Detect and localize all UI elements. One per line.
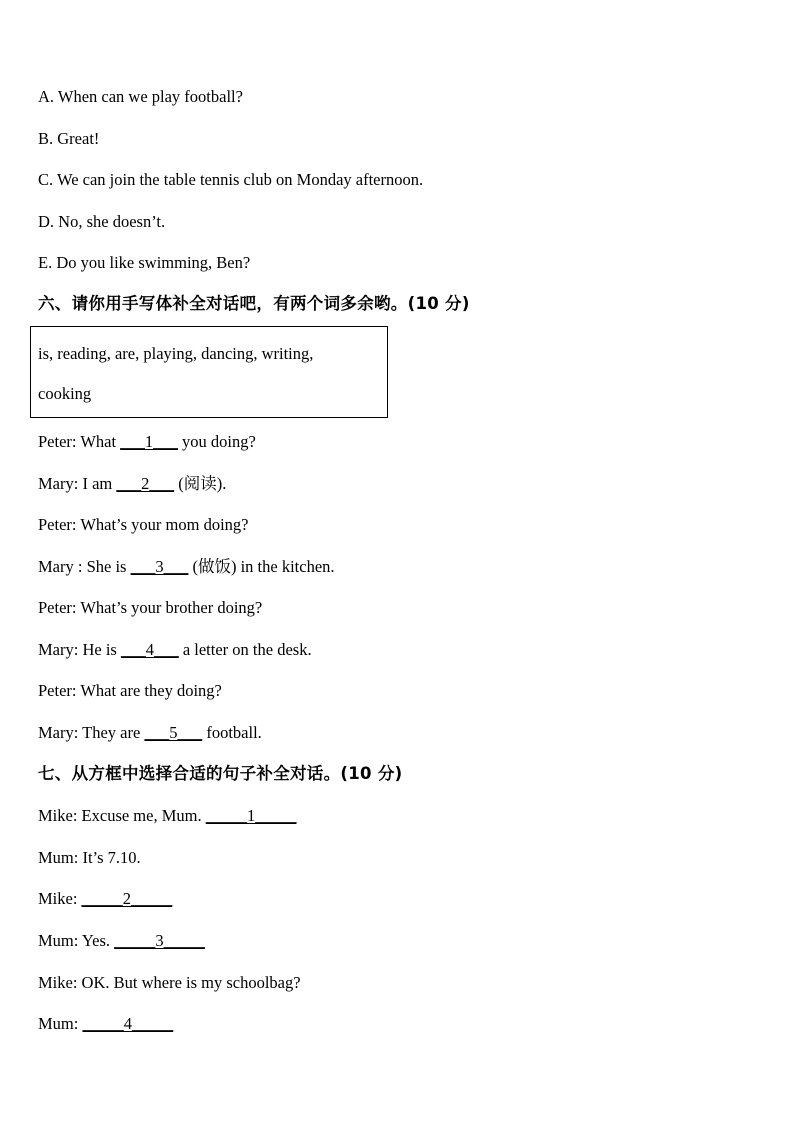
- dialogue-text: Mary : She is: [38, 557, 131, 576]
- dialogue-text: Mary: They are: [38, 723, 145, 742]
- option-b: B. Great!: [38, 129, 100, 148]
- dialogue-text: football.: [202, 723, 262, 742]
- answer-blank-1[interactable]: ___1___: [120, 432, 178, 451]
- section-6-heading: 六、请你用手写体补全对话吧，有两个词多余哟。(10 分): [38, 294, 470, 313]
- dialogue-text: Peter: What’s your brother doing?: [38, 598, 263, 617]
- dialogue-text: a letter on the desk.: [178, 640, 312, 659]
- word-bank-line-1: is, reading, are, playing, dancing, writing,: [38, 344, 314, 363]
- answer-blank-4[interactable]: ___4___: [120, 640, 179, 659]
- dialogue-text: Mum: Yes.: [38, 931, 115, 950]
- answer-blank-3[interactable]: ___3___: [130, 557, 189, 576]
- answer-blank-3[interactable]: _____3_____: [114, 931, 205, 950]
- dialogue-text: Mary: He is: [38, 640, 121, 659]
- answer-blank-2[interactable]: _____2_____: [81, 889, 173, 908]
- dialogue-line: [38, 680, 222, 702]
- dialogue-line: [38, 1013, 173, 1035]
- dialogue-line: [38, 639, 312, 661]
- answer-blank-2[interactable]: ___2___: [116, 474, 175, 493]
- dialogue-line: [38, 722, 262, 744]
- dialogue-line: [38, 431, 256, 453]
- dialogue-text: Mike: OK. But where is my schoolbag?: [38, 973, 301, 992]
- word-bank-line-2: cooking: [38, 384, 92, 403]
- dialogue-line: [38, 847, 141, 869]
- dialogue-text: (阅读).: [174, 474, 227, 493]
- option-a: A. When can we play football?: [38, 87, 243, 106]
- word-bank-box: [30, 326, 388, 418]
- answer-blank-4[interactable]: _____4_____: [82, 1014, 174, 1033]
- dialogue-line: [38, 514, 249, 536]
- dialogue-text: Mike: Excuse me, Mum.: [38, 806, 206, 825]
- dialogue-text: Mum:: [38, 1014, 83, 1033]
- answer-blank-1[interactable]: _____1_____: [205, 806, 297, 825]
- dialogue-line: [38, 597, 262, 619]
- answer-blank-5[interactable]: ___5___: [144, 723, 203, 742]
- option-e: E. Do you like swimming, Ben?: [38, 253, 251, 272]
- dialogue-text: Peter: What: [38, 432, 121, 451]
- dialogue-line: [38, 972, 301, 994]
- dialogue-text: Mike:: [38, 889, 82, 908]
- dialogue-line: [38, 888, 172, 910]
- dialogue-text: Mum: It’s 7.10.: [38, 848, 141, 867]
- dialogue-text: Peter: What’s your mom doing?: [38, 515, 249, 534]
- dialogue-text: (做饭) in the kitchen.: [188, 557, 335, 576]
- dialogue-text: Mary: I am: [38, 474, 117, 493]
- option-d: D. No, she doesn’t.: [38, 212, 166, 231]
- dialogue-line: [38, 930, 205, 952]
- dialogue-text: you doing?: [177, 432, 256, 451]
- option-c: C. We can join the table tennis club on Monday afternoon.: [38, 170, 424, 189]
- dialogue-line: [38, 805, 296, 827]
- dialogue-text: Peter: What are they doing?: [38, 681, 222, 700]
- section-7-heading: 七、从方框中选择合适的句子补全对话。(10 分): [38, 764, 403, 783]
- dialogue-line: [38, 556, 335, 578]
- dialogue-line: [38, 473, 226, 495]
